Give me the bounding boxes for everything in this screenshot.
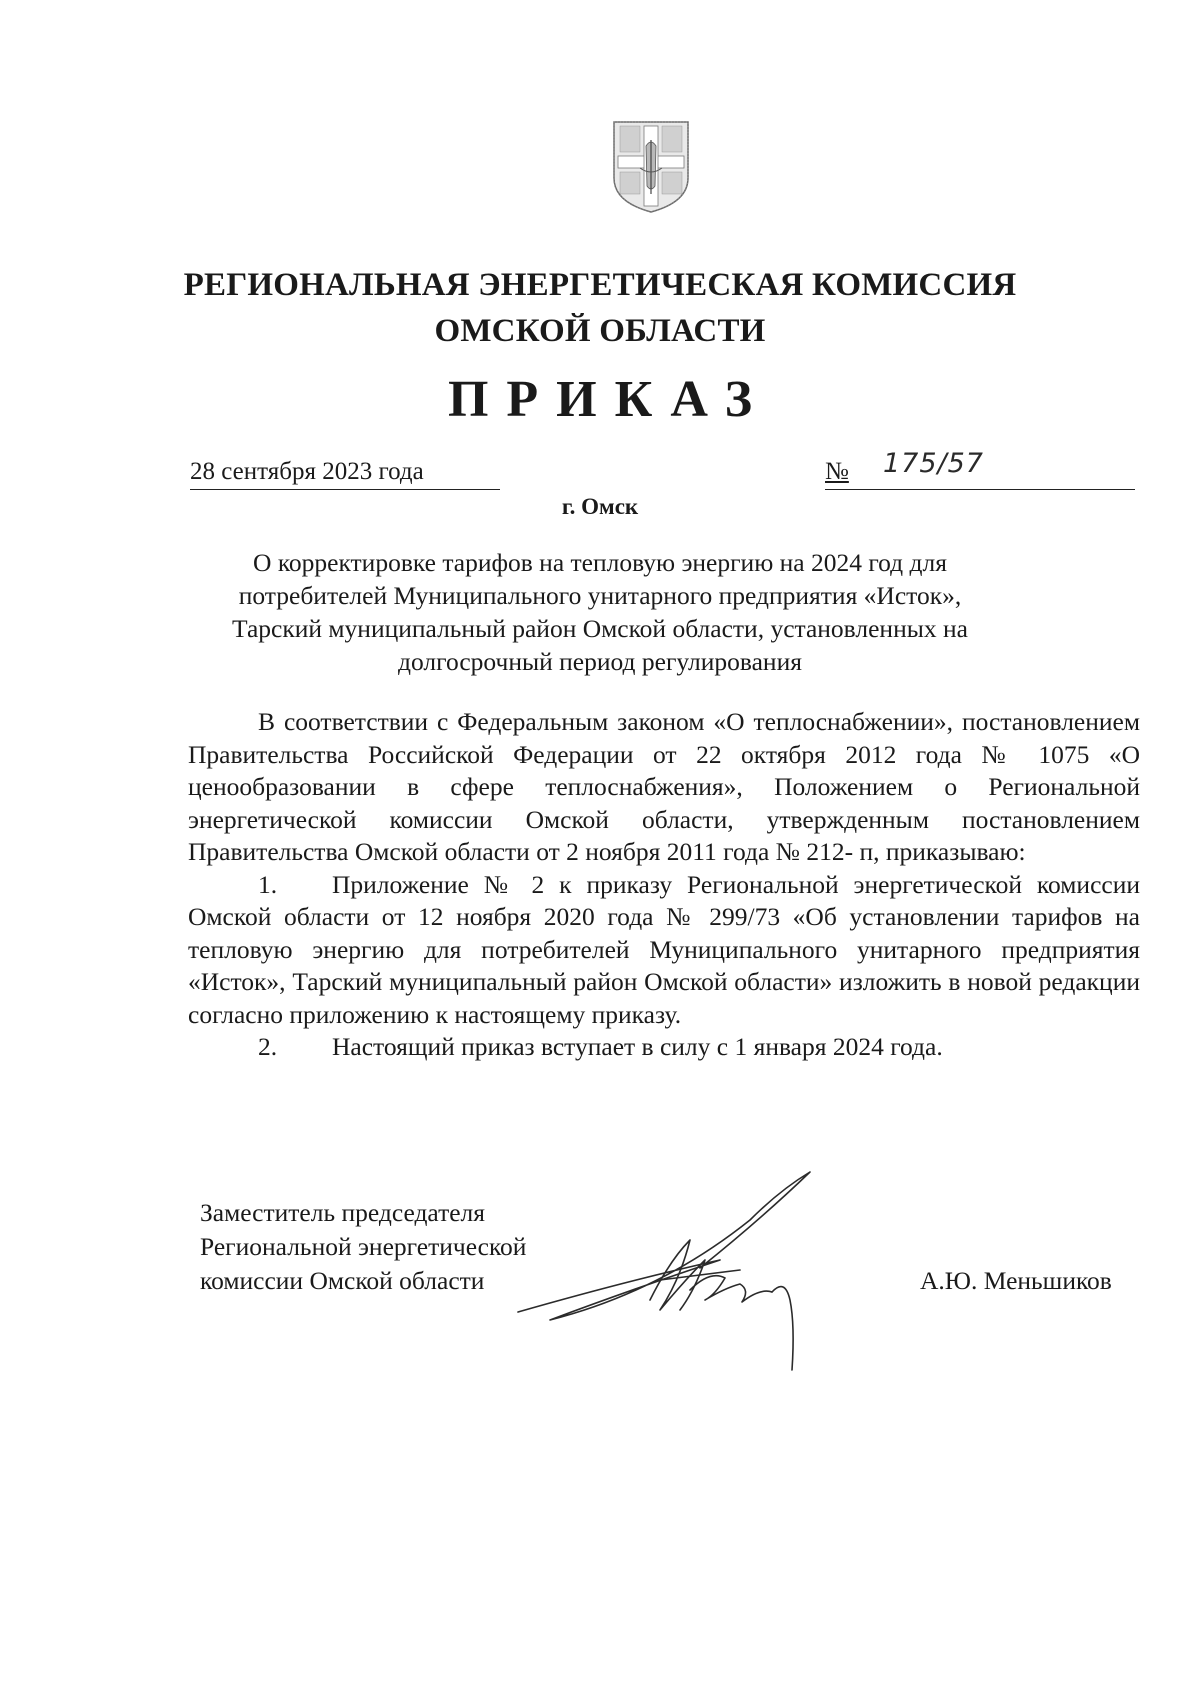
signer-title-line-1: Заместитель председателя [200,1198,485,1227]
signer-title-line-3: комиссии Омской области [200,1266,485,1295]
document-number-field [825,448,1135,490]
document-type-title: ПРИКАЗ [447,371,771,428]
item-number: 2. [258,1032,278,1061]
subject-line-3: Тарский муниципальный район Омской области, установленных на [232,614,968,643]
number-sign: № [825,458,849,485]
signer-title [200,1196,526,1298]
preamble-paragraph: В соответствии с Федеральным законом «О теплоснабжении», постановлением Правительства Российской Федерации от 22 октября 2012 года № 1075 «О ценообразовании в сфере теплоснабжения», Положением о Региональной энергетической комиссии Омской области, утвержденным постановлением Правительства Омской области от 2 ноября 2011 года № 212- п, приказываю: [188,707,1140,866]
signer-name: А.Ю. Меньшиков [920,1266,1112,1295]
item-text: Настоящий приказ вступает в силу с 1 января 2024 года. [332,1032,943,1061]
subject-line-4: долгосрочный период регулирования [398,647,802,676]
document-number: 175/57 [883,448,984,479]
document-date: 28 сентября 2023 года [190,455,500,490]
city: г. Омск [561,494,639,519]
org-line-2: ОМСКОЙ ОБЛАСТИ [434,313,766,349]
coat-of-arms-icon [606,116,696,216]
item-number: 1. [258,869,278,899]
document-subject [200,546,1000,678]
organization-name [140,262,1060,354]
subject-line-1: О корректировке тарифов на тепловую энергию на 2024 год для [253,548,947,577]
subject-line-2: потребителей Муниципального унитарного предприятия «Исток», [238,581,962,610]
handwritten-signature [510,1160,850,1390]
order-item-2 [188,1031,1140,1064]
order-item-1 [188,869,1140,1032]
document-body [188,706,1140,1064]
signer-title-line-2: Региональной энергетической [200,1232,527,1261]
item-text: Приложение № 2 к приказу Региональной энергетической комиссии Омской области от 12 ноября 2020 года № 299/73 «Об установлении тарифов на тепловую энергию для потребителей Муниципального унитарного предприятия «Исток», Тарский муниципальный район Омской области» изложить в новой редакции согласно приложению к настоящему приказу. [188,869,1140,1029]
org-line-1: РЕГИОНАЛЬНАЯ ЭНЕРГЕТИЧЕСКАЯ КОМИССИЯ [183,267,1017,303]
